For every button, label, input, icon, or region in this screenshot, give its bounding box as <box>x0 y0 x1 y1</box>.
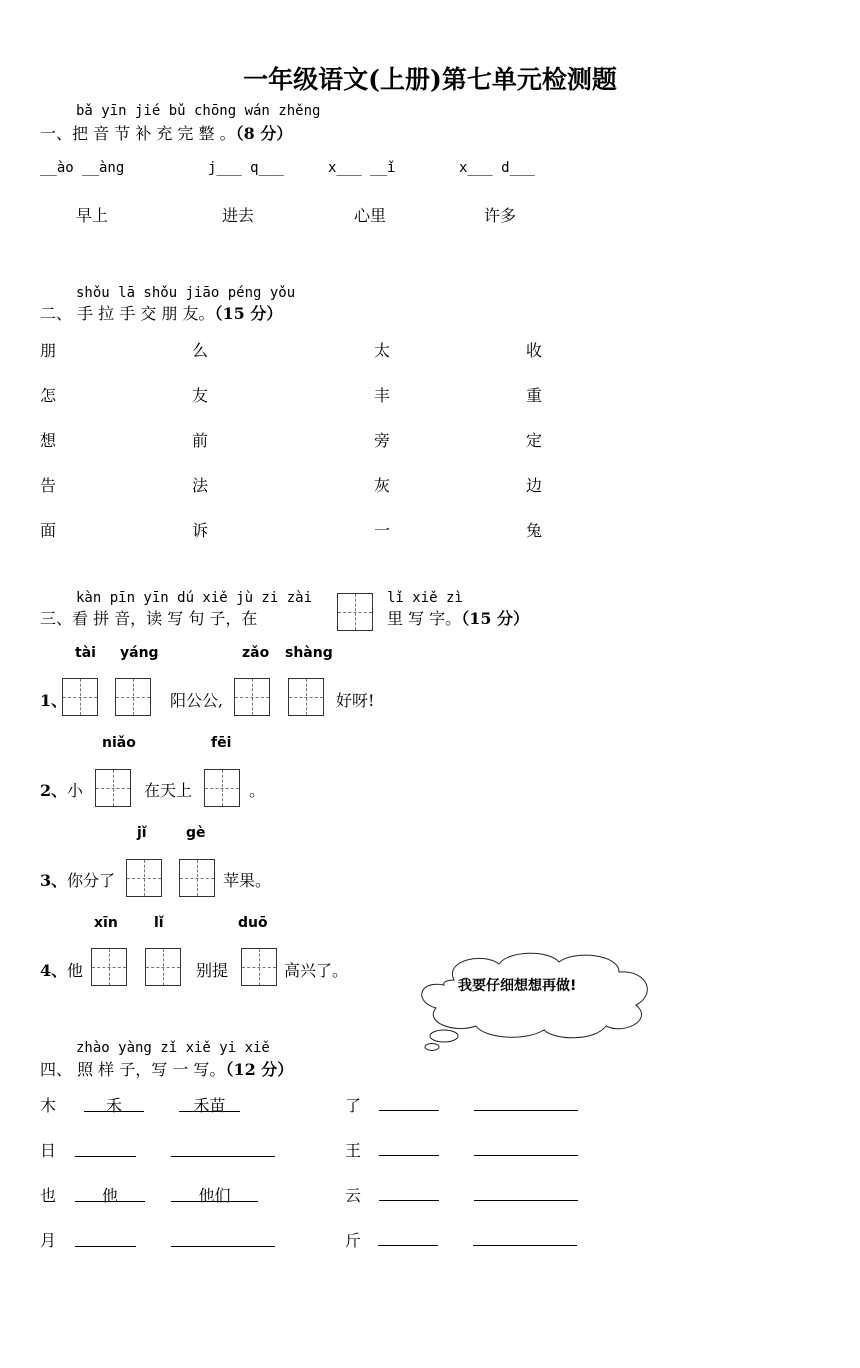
s4-left-answer-1a: 禾 <box>84 1093 144 1112</box>
q2-end-text: 。 <box>249 781 266 800</box>
s2-col3-r3[interactable]: 旁 <box>374 431 391 450</box>
s2-col4-r5[interactable]: 兔 <box>526 521 543 540</box>
q2-box-1[interactable] <box>95 769 131 807</box>
s4-left-answer-2a[interactable] <box>75 1138 136 1157</box>
section3-heading-grid-box <box>337 593 373 631</box>
q2-pinyin-2: fēi <box>211 735 232 751</box>
s4-left-char-3: 也 <box>40 1186 57 1205</box>
s4-left-answer-3b: 他们 <box>171 1183 258 1202</box>
section3-heading-b <box>387 606 529 629</box>
s4-right-char-4: 斤 <box>345 1231 362 1250</box>
s1-word-1: 早上 <box>76 206 109 225</box>
section4-score: （12 分） <box>225 1060 294 1079</box>
s1-blank-1[interactable]: __ào __àng <box>40 160 125 176</box>
q3-box-2[interactable] <box>179 859 215 897</box>
s2-col1-r1[interactable]: 朋 <box>40 341 57 360</box>
section4-heading-text: 四、 照 样 子，写 一 写。 <box>40 1060 226 1079</box>
s2-col1-r5[interactable]: 面 <box>40 521 57 540</box>
s4-left-answer-3a: 他 <box>75 1183 145 1202</box>
q4-box-3[interactable] <box>241 948 277 986</box>
s4-left-answer-1b: 禾苗 <box>179 1093 240 1112</box>
s4-right-answer-2a[interactable] <box>379 1155 439 1156</box>
q3-box-1[interactable] <box>126 859 162 897</box>
s2-col2-r4[interactable]: 法 <box>192 476 209 495</box>
s2-col2-r3[interactable]: 前 <box>192 431 209 450</box>
s1-blank-4[interactable]: x___ d___ <box>459 160 535 176</box>
s4-right-char-2: 王 <box>345 1141 362 1160</box>
s2-col3-r4[interactable]: 灰 <box>374 476 391 495</box>
s1-word-4: 许多 <box>484 206 517 225</box>
q1-pinyin-2: yáng <box>120 645 159 661</box>
section1-pinyin: bǎ yīn jié bǔ chōng wán zhěng <box>76 103 321 119</box>
s2-col2-r5[interactable]: 诉 <box>192 521 209 540</box>
s2-col4-r3[interactable]: 定 <box>526 431 543 450</box>
s2-col4-r1[interactable]: 收 <box>526 341 543 360</box>
s1-blank-3[interactable]: x___ __ǐ <box>328 160 396 176</box>
q1-mid-text: 阳公公, <box>170 691 224 710</box>
q1-end-text: 好呀! <box>336 691 375 710</box>
section2-pinyin: shǒu lā shǒu jiāo péng yǒu <box>76 285 296 301</box>
section4-pinyin: zhào yàng zǐ xiě yi xiě <box>76 1040 270 1056</box>
s1-blank-2[interactable]: j___ q___ <box>208 160 284 176</box>
section1-heading <box>40 121 292 144</box>
s1-word-2: 进去 <box>222 206 255 225</box>
s4-left-answer-2b[interactable] <box>171 1138 275 1157</box>
s2-col3-r2[interactable]: 丰 <box>374 386 391 405</box>
q1-box-4[interactable] <box>288 678 324 716</box>
q2-pre-text: 小 <box>67 781 84 800</box>
thought-bubble <box>414 950 656 1060</box>
s4-right-answer-4a[interactable] <box>378 1245 438 1246</box>
q2-box-2[interactable] <box>204 769 240 807</box>
q4-box-1[interactable] <box>91 948 127 986</box>
q4-mid-text: 别提 <box>196 961 229 980</box>
q3-pinyin-1: jǐ <box>137 825 147 841</box>
s4-right-answer-3a[interactable] <box>379 1200 439 1201</box>
s2-col2-r2[interactable]: 友 <box>192 386 209 405</box>
section3-score: （15 分） <box>461 609 530 628</box>
q3-pinyin-2: gè <box>186 825 206 841</box>
section2-heading <box>40 301 282 324</box>
s4-left-answer-4a[interactable] <box>75 1228 136 1247</box>
s2-col1-r3[interactable]: 想 <box>40 431 57 450</box>
s2-col4-r2[interactable]: 重 <box>526 386 543 405</box>
q1-box-1[interactable] <box>62 678 98 716</box>
s2-col3-r1[interactable]: 太 <box>374 341 391 360</box>
q2-number: 2、 <box>40 781 68 800</box>
q4-box-2[interactable] <box>145 948 181 986</box>
thought-bubble-text: 我要仔细想想再做! <box>458 978 577 994</box>
q4-pinyin-1: xīn <box>94 915 118 931</box>
q1-box-2[interactable] <box>115 678 151 716</box>
q4-pre-text: 他 <box>67 961 84 980</box>
s4-right-answer-4b[interactable] <box>473 1245 577 1246</box>
section3-heading-b-text: 里 写 字。 <box>387 609 462 628</box>
s1-word-3: 心里 <box>354 206 387 225</box>
page-title: 一年级语文(上册)第七单元检测题 <box>243 65 617 94</box>
q3-pre-text: 你分了 <box>67 871 116 890</box>
s2-col2-r1[interactable]: 么 <box>192 341 209 360</box>
section2-score: （15 分） <box>214 304 283 323</box>
q2-mid-text: 在天上 <box>144 781 193 800</box>
section1-score: （8 分） <box>235 124 293 143</box>
q1-box-3[interactable] <box>234 678 270 716</box>
q1-pinyin-3: zǎo <box>242 645 270 661</box>
q4-number: 4、 <box>40 961 68 980</box>
s4-left-answer-4b[interactable] <box>171 1228 275 1247</box>
section1-heading-text: 一、把 音 节 补 充 完 整 。 <box>40 124 236 143</box>
s4-right-answer-3b[interactable] <box>474 1200 578 1201</box>
q4-end-text: 高兴了。 <box>284 961 349 980</box>
q4-pinyin-2: lǐ <box>154 915 164 931</box>
s4-right-answer-2b[interactable] <box>474 1155 578 1156</box>
section4-heading <box>40 1057 293 1080</box>
q1-pinyin-4: shàng <box>285 645 333 661</box>
s4-right-answer-1b[interactable] <box>474 1110 578 1111</box>
section3-pinyin-b: lǐ xiě zì <box>387 590 463 606</box>
s4-right-answer-1a[interactable] <box>379 1110 439 1111</box>
s2-col4-r4[interactable]: 边 <box>526 476 543 495</box>
q1-number: 1、 <box>40 691 68 710</box>
s2-col1-r2[interactable]: 怎 <box>40 386 57 405</box>
s4-left-char-4: 月 <box>40 1231 57 1250</box>
s4-right-char-1: 了 <box>345 1096 362 1115</box>
section3-heading-a: 三、看 拼 音，读 写 句 子，在 <box>40 609 258 628</box>
section2-heading-text: 二、 手 拉 手 交 朋 友。 <box>40 304 215 323</box>
s4-right-char-3: 云 <box>345 1186 362 1205</box>
q4-pinyin-3: duō <box>238 915 268 931</box>
q2-pinyin-1: niǎo <box>102 735 136 751</box>
s4-left-char-2: 日 <box>40 1141 57 1160</box>
q1-pinyin-1: tài <box>75 645 96 661</box>
s2-col3-r5[interactable]: 一 <box>374 521 391 540</box>
s4-left-char-1: 木 <box>40 1096 57 1115</box>
s2-col1-r4[interactable]: 告 <box>40 476 57 495</box>
q3-end-text: 苹果。 <box>223 871 272 890</box>
section3-pinyin-a: kàn pīn yīn dú xiě jù zi zài <box>76 590 313 606</box>
q3-number: 3、 <box>40 871 68 890</box>
